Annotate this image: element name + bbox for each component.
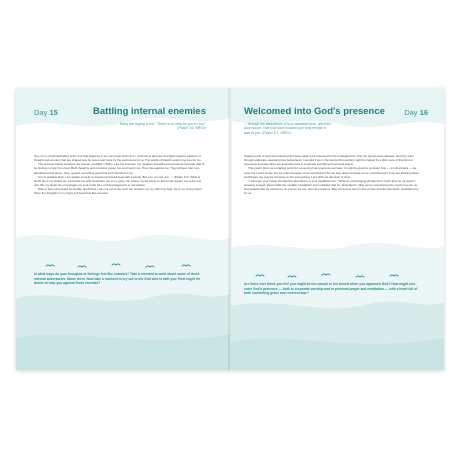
day-word: Day (34, 108, 48, 117)
paragraph: This psalm gives us a starting point for recovering that reverence and awe. It might be good to consider how — on what basis — we enter the Lord's house. Do we enter because of our worthiness? Do we stay away because of our unworthiness? If we are thinking about worthiness, we may be focusing on the wrong thing. Let's shift our attention to God. (244, 166, 419, 179)
day-label (34, 108, 58, 117)
page-title: Battling internal enemies (93, 106, 206, 117)
right-page (230, 88, 444, 370)
birds-divider-icon (16, 262, 230, 270)
day-word: Day (404, 108, 418, 117)
birds-divider-icon (230, 272, 444, 280)
scripture-verse: Many are saying to me, "There is no help for you in God." (Psalm 3:2, NRSV) (119, 122, 206, 131)
paragraph: When I feel surrounded by trouble, like David, I can cry out to the Lord. He answers my cry with holy help. He is my strong friend when the thoughts in my heart and head feel like enemies. (34, 187, 202, 196)
scripture-verse: ... through the abundance of your steadfast love, will enter your house; I will bow down toward your holy temple in awe of you. (Psalm 5:7, NRSV) (244, 122, 332, 135)
book-spread (16, 88, 444, 370)
reflection-question: Are there ever times you feel you might be too casual or too formal when you approach God? How might you enter God's presence — both in corporate worship and in personal prayer and meditation — with a heart full of both comforting grace and reverent awe? (244, 282, 418, 295)
paragraph: So I'm grateful when I am awake enough to respond as David does with a hearty "But you, O Lord, are ..." (Psalm 3:3). What is God? He is my shield; He surrounds me with protection. He is my glory; He makes my life shine so that it has impact. He is the one who lifts my head; He encourages my soul in the face of discouragement or accusation. (34, 174, 202, 188)
paragraph: One of my continual battles is the one that happens in my own heart and mind. I continue to discover and fight negative patterns of thought and emotion that are shaped less by Jesus and more by the world around me. The words of David's psalm ring true for me. (34, 154, 202, 163)
day-number: 15 (49, 108, 58, 117)
devotional-text (34, 154, 206, 196)
devotional-text (244, 154, 420, 196)
reflection-question: In what ways do your thoughts or feelings feel like enemies? Take a moment to write about some of those internal adversaries. Name them. Now take a moment to cry out to the God who is with you. How might He desire to help you against these enemies? (34, 272, 201, 285)
paragraph: "I will enter your house through the abundance of your steadfast love." What an encouraging phrase! As if God's love for us weren't amazing enough, David adds the modifier "steadfast" and multiplies that by "abundance". May we be overwhelmed by God's love for us and grateful that He welcomes us, just as we are, into His presence. May we bow to God in awe of Him and His abundant, steadfast love for us. (244, 178, 419, 196)
paragraph: Drawing near to God and entering His house used to be reserved for the privileged few. Only the priests were allowed, and they went through elaborate cleansing rites beforehand. I wonder if we in the twenty-first century might be helped by a little more of that kind of reverence and awe when we approach God in corporate worship and personal prayer. (244, 154, 414, 167)
day-label (404, 108, 428, 117)
paragraph: The enemies David mentions are human, probably military. Like his enemies, my negative thoughts and emotions insinuate that I'll be finding no help from God. Both thoughts and emotions pester me and hound me. They rise against me. They whisper that I am abandoned and alone. They oppose everything good that God intends for me. (34, 162, 205, 175)
left-page (16, 88, 230, 370)
page-title: Welcomed into God's presence (244, 106, 385, 117)
day-number: 16 (419, 108, 428, 117)
